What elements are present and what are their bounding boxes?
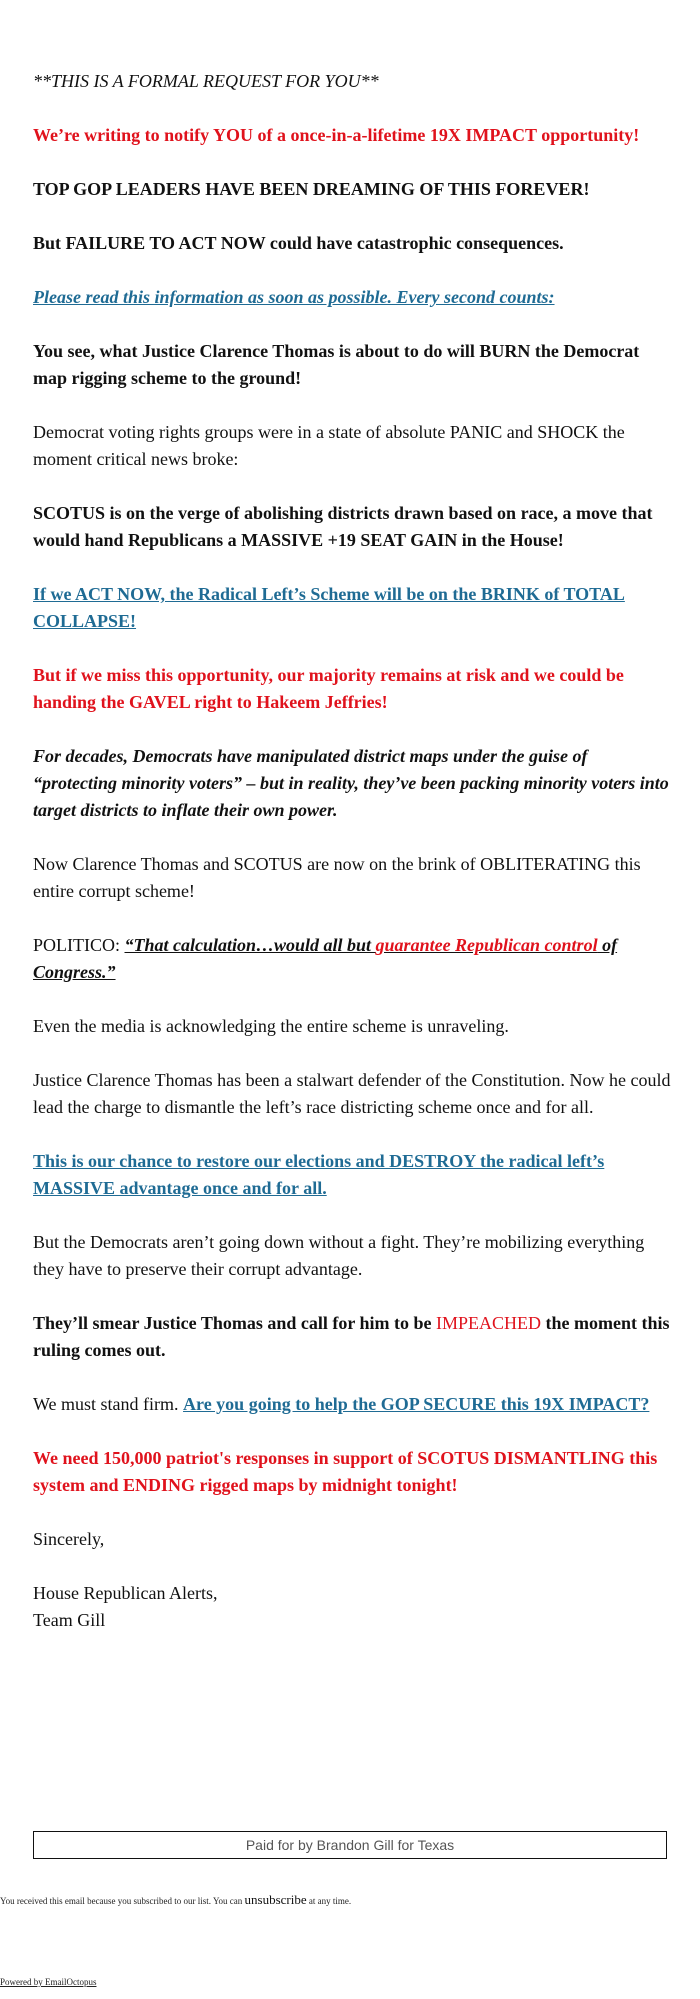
paragraph-decades: For decades, Democrats have manipulated district maps under the guise of “protecting minority voters” – but in reality, they’ve been packing minority voters into target districts to inflate their own power. xyxy=(33,746,669,820)
unsubscribe-link[interactable]: unsubscribe xyxy=(244,1892,307,1907)
quote-red: guarantee Republican control xyxy=(375,935,598,955)
impeach-text-a: They’ll smear Justice Thomas and call for him to be xyxy=(33,1313,437,1333)
paragraph-burn: You see, what Justice Clarence Thomas is about to do will BURN the Democrat map rigging scheme to the ground! xyxy=(33,341,640,388)
politico-label: POLITICO: xyxy=(33,935,125,955)
unsubscribe-notice xyxy=(0,1892,351,1908)
signature xyxy=(33,1580,675,1634)
closing: Sincerely, xyxy=(33,1529,105,1549)
read-info-link[interactable]: Please read this information as soon as possible. Every second counts: xyxy=(33,287,555,307)
paragraph-scotus: SCOTUS is on the verge of abolishing districts drawn based on race, a move that would hand Republicans a MASSIVE +19 SEAT GAIN in the House! xyxy=(33,503,653,550)
paragraph-stalwart: Justice Clarence Thomas has been a stalwart defender of the Constitution. Now he could lead the charge to dismantle the left’s race districting scheme once and for all. xyxy=(33,1070,671,1117)
powered-by-link[interactable]: Powered by EmailOctopus xyxy=(0,1977,97,1987)
impeach-text-b: the moment this ruling comes out. xyxy=(33,1313,670,1360)
email-body xyxy=(33,68,675,1661)
paragraph-150000: We need 150,000 patriot's responses in support of SCOTUS DISMANTLING this system and ENDING rigged maps by midnight tonight! xyxy=(33,1448,658,1495)
unsub-prefix: You received this email because you subscribed to our list. You can xyxy=(0,1896,245,1906)
paragraph-impeach xyxy=(33,1310,675,1364)
paragraph-fight: But the Democrats aren’t going down without a fight. They’re mobilizing everything they have to preserve their corrupt advantage. xyxy=(33,1232,645,1279)
secure-impact-link[interactable]: Are you going to help the GOP SECURE this 19X IMPACT? xyxy=(183,1394,650,1414)
paragraph-obliterating: Now Clarence Thomas and SCOTUS are now on the brink of OBLITERATING this entire corrupt scheme! xyxy=(33,854,641,901)
paragraph-gavel: But if we miss this opportunity, our majority remains at risk and we could be handing the GAVEL right to Hakeem Jeffries! xyxy=(33,665,624,712)
politico-quote xyxy=(33,932,675,986)
signature-team: Team Gill xyxy=(33,1610,106,1630)
paragraph-panic: Democrat voting rights groups were in a state of absolute PANIC and SHOCK the moment critical news broke: xyxy=(33,422,625,469)
headline-red: We’re writing to notify YOU of a once-in-a-lifetime 19X IMPACT opportunity! xyxy=(33,125,640,145)
act-now-link[interactable]: If we ACT NOW, the Radical Left’s Scheme will be on the BRINK of TOTAL COLLAPSE! xyxy=(33,584,625,631)
paid-for-box: Paid for by Brandon Gill for Texas xyxy=(33,1831,667,1859)
signature-org: House Republican Alerts, xyxy=(33,1583,218,1603)
stand-firm-text: We must stand firm. xyxy=(33,1394,184,1414)
headline-gop: TOP GOP LEADERS HAVE BEEN DREAMING OF THIS FOREVER! xyxy=(33,179,590,199)
quote-part-a: “That calculation…would all but xyxy=(124,935,376,955)
paragraph-media: Even the media is acknowledging the entire scheme is unraveling. xyxy=(33,1016,509,1036)
impeached-word: IMPEACHED xyxy=(436,1313,542,1333)
unsub-suffix: at any time. xyxy=(306,1896,352,1906)
failure-line: But FAILURE TO ACT NOW could have catastrophic consequences. xyxy=(33,233,564,253)
paragraph-stand-firm xyxy=(33,1391,675,1418)
restore-elections-link[interactable]: This is our chance to restore our elections and DESTROY the radical left’s MASSIVE advantage once and for all. xyxy=(33,1151,605,1198)
quote-part-b: of Congress.” xyxy=(33,935,618,982)
formal-request-line: **THIS IS A FORMAL REQUEST FOR YOU** xyxy=(33,71,379,91)
